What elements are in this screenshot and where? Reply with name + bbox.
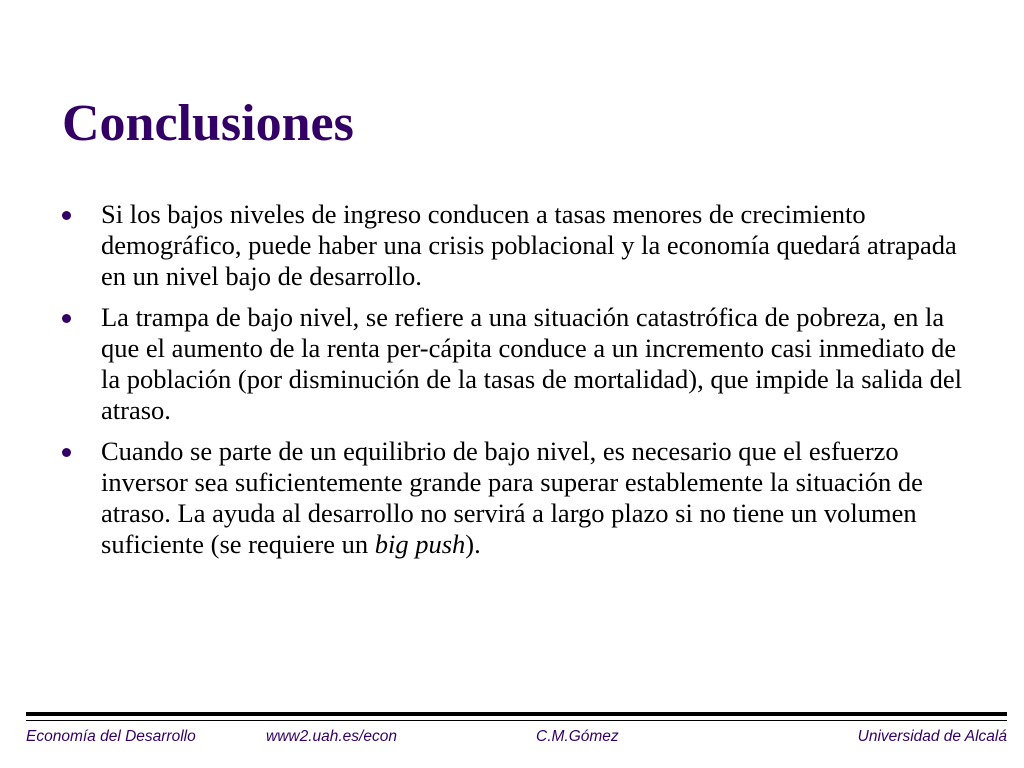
footer-divider-thick [26,712,1007,716]
bullet-item [0,199,971,292]
bullet-item [0,436,971,560]
bullet-dot-icon [62,314,71,323]
bullet-dot-icon [62,211,71,220]
bullet-list [0,199,1024,570]
footer-university: Universidad de Alcalá [857,728,1007,745]
footer-url: www2.uah.es/econ [266,728,397,745]
slide-title: Conclusiones [62,95,354,152]
bullet-item [0,302,971,426]
footer-author: C.M.Gómez [536,728,619,745]
bullet-text: La trampa de bajo nivel, se refiere a una situación catastrófica de pobreza, en la que el aumento de la renta per-cápita conduce a un incremento casi inmediato de la población (por disminución de la tasas de mortalidad), que impide la salida del atraso. [101,302,963,425]
footer-divider-thin [26,720,1007,721]
footer-course: Economía del Desarrollo [26,728,196,745]
bullet-text: Si los bajos niveles de ingreso conducen a tasas menores de crecimiento demográfico, puede haber una crisis poblacional y la economía quedará atrapada en un nivel bajo de desarrollo. [101,199,957,291]
bullet-dot-icon [62,448,71,457]
bullet-text [101,436,923,559]
bullet-text-before: Cuando se parte de un equilibrio de bajo nivel, es necesario que el esfuerzo inversor sea suficientemente grande para superar establemente la situación de atraso. La ayuda al desarrollo no servirá a largo plazo si no tiene un volumen suficiente (se requiere un [101,436,923,559]
bullet-text-after: ). [465,529,481,559]
bullet-emphasis: big push [374,529,466,559]
